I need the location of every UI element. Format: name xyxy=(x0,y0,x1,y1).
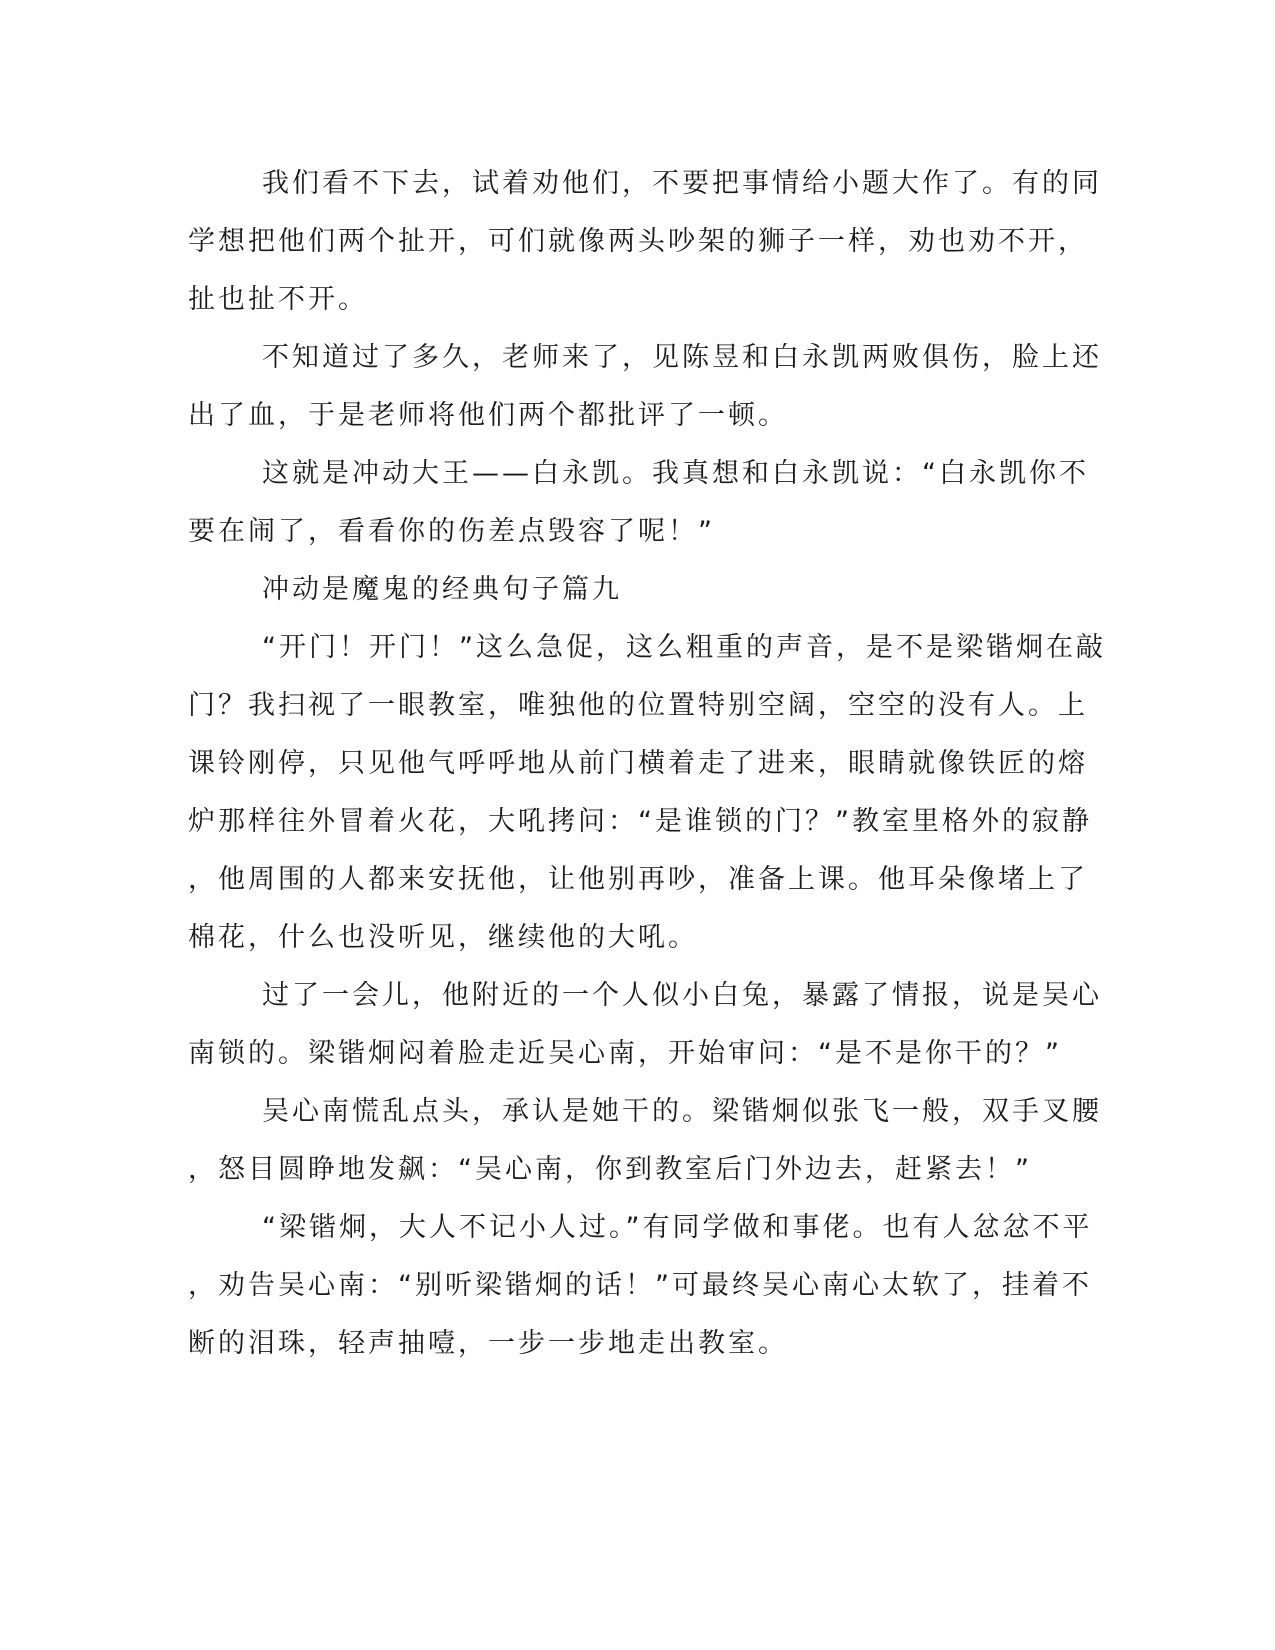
text-line: ，怒目圆睁地发飙：“吴心南，你到教室后门外边去，赶紧去！” xyxy=(188,1154,1032,1185)
text-line: 棉花，什么也没听见，继续他的大吼。 xyxy=(188,922,698,953)
text-line: 学想把他们两个扯开，可们就像两头吵架的狮子一样，劝也劝不开， xyxy=(188,226,1088,257)
text-line: 要在闹了，看看你的伤差点毁容了呢！” xyxy=(188,516,715,547)
text-line: 门？我扫视了一眼教室，唯独他的位置特别空阔，空空的没有人。上 xyxy=(188,690,1088,721)
text-line: 南锁的。梁锴炯闷着脸走近吴心南，开始审问：“是不是你干的？” xyxy=(188,1038,1062,1069)
text-line: 我们看不下去，试着劝他们，不要把事情给小题大作了。有的同 xyxy=(262,168,1102,199)
section-heading: 冲动是魔鬼的经典句子篇九 xyxy=(262,574,622,605)
text-line: “开门！开门！”这么急促，这么粗重的声音，是不是梁锴炯在敲 xyxy=(262,632,1106,663)
text-line: 吴心南慌乱点头，承认是她干的。梁锴炯似张飞一般，双手叉腰 xyxy=(262,1096,1102,1127)
text-line: “梁锴炯，大人不记小人过。”有同学做和事佬。也有人忿忿不平 xyxy=(262,1212,1093,1243)
text-line: 断的泪珠，轻声抽噎，一步一步地走出教室。 xyxy=(188,1328,788,1359)
text-line: 炉那样往外冒着火花，大吼拷问：“是谁锁的门？”教室里格外的寂静 xyxy=(188,806,1092,837)
text-line: 课铃刚停，只见他气呼呼地从前门横着走了进来，眼睛就像铁匠的熔 xyxy=(188,748,1088,779)
text-line: 这就是冲动大王——白永凯。我真想和白永凯说：“白永凯你不 xyxy=(262,458,1089,489)
text-line: ，他周围的人都来安抚他，让他别再吵，准备上课。他耳朵像堵上了 xyxy=(188,864,1088,895)
text-line: ，劝告吴心南：“别听梁锴炯的话！”可最终吴心南心太软了，挂着不 xyxy=(188,1270,1092,1301)
text-line: 出了血，于是老师将他们两个都批评了一顿。 xyxy=(188,400,788,431)
text-line: 扯也扯不开。 xyxy=(188,284,368,315)
text-line: 不知道过了多久，老师来了，见陈昱和白永凯两败俱伤，脸上还 xyxy=(262,342,1102,373)
text-line: 过了一会儿，他附近的一个人似小白兔，暴露了情报，说是吴心 xyxy=(262,980,1102,1011)
